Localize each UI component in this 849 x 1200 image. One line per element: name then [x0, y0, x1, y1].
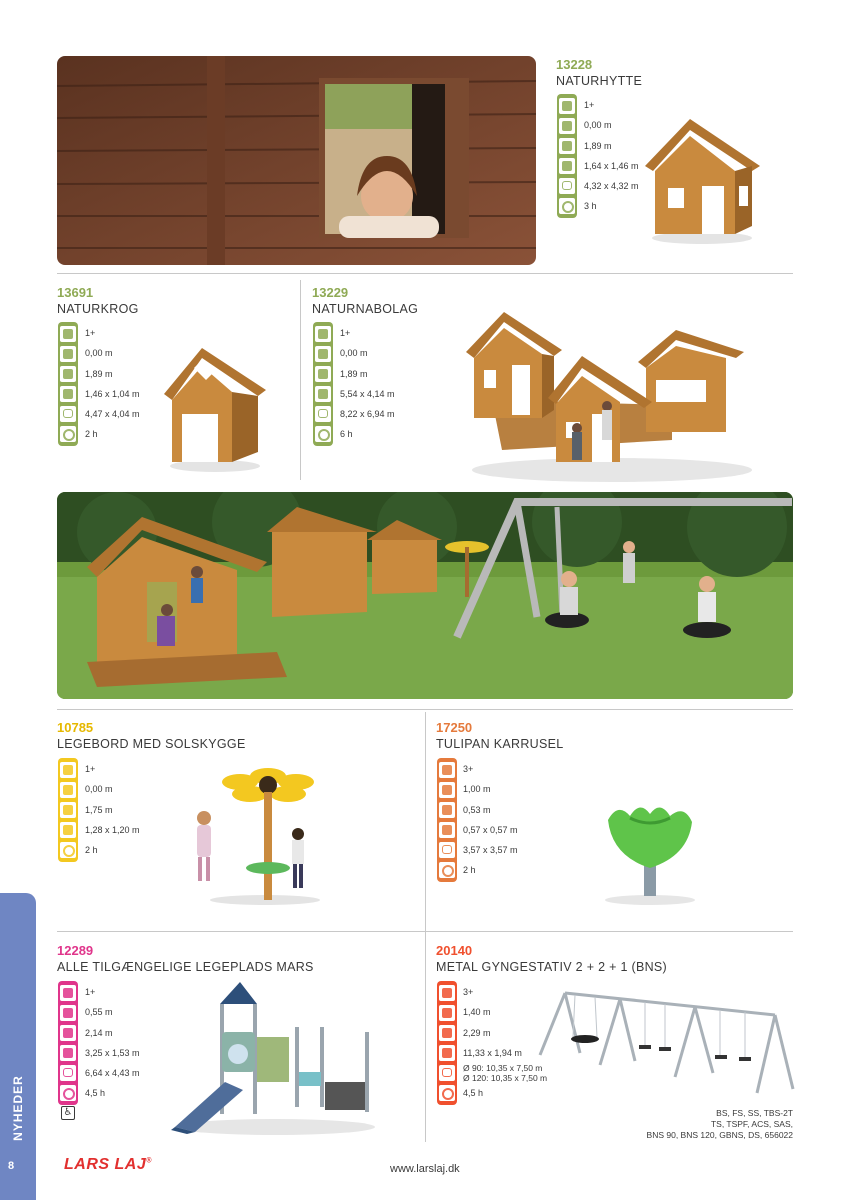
max-height-icon — [60, 802, 76, 818]
dimensions-icon — [60, 1045, 76, 1061]
product-code: 12289 — [57, 943, 94, 958]
logo-text: LARS LAJ — [64, 1156, 147, 1173]
fall-height-icon — [315, 346, 331, 362]
spec-age: 1+ — [340, 328, 351, 338]
spec-values — [584, 95, 639, 217]
fall-height-icon — [559, 118, 575, 134]
spec-fall-height: 0,00 m — [340, 348, 368, 359]
spec-fall-height: 0,00 m — [584, 120, 612, 131]
website-link[interactable]: www.larslaj.dk — [390, 1163, 460, 1175]
product-code: 20140 — [436, 943, 473, 958]
safety-area-icon — [439, 842, 455, 858]
spec-age: 1+ — [584, 100, 595, 110]
spec-fall-height: 1,00 m — [463, 784, 491, 795]
spec-safety-area-120: Ø 120: 10,35 x 7,50 m — [463, 1072, 548, 1083]
spec-dimensions: 5,54 x 4,14 m — [340, 388, 395, 399]
spec-age: 1+ — [85, 764, 96, 774]
dimensions-icon — [439, 822, 455, 838]
safety-area-icon — [439, 1065, 455, 1081]
photo-girl-in-hut-window — [57, 56, 536, 265]
max-height-icon — [60, 1025, 76, 1041]
age-icon — [439, 762, 455, 778]
spec-fall-height: 0,00 m — [85, 348, 113, 359]
product-image-naturnabolag — [462, 310, 752, 485]
spec-safety-area: 4,32 x 4,32 m — [584, 181, 639, 192]
install-time-icon — [315, 426, 331, 442]
dimensions-icon — [559, 158, 575, 174]
age-icon — [439, 985, 455, 1001]
product-code: 17250 — [436, 720, 473, 735]
product-name: NATURHYTTE — [556, 74, 643, 88]
spec-max-height: 1,89 m — [340, 368, 368, 379]
product-name: LEGEBORD MED SOLSKYGGE — [57, 737, 246, 751]
lars-laj-logo — [64, 1156, 152, 1174]
spec-safety-area: 8,22 x 6,94 m — [340, 409, 395, 420]
age-icon — [60, 762, 76, 778]
fall-height-icon — [60, 346, 76, 362]
spec-max-height: 1,89 m — [584, 140, 612, 151]
spec-values — [85, 982, 140, 1104]
dimensions-icon — [60, 386, 76, 402]
spec-dimensions: 3,25 x 1,53 m — [85, 1047, 140, 1058]
product-image-gyngestativ — [535, 985, 800, 1100]
certifications — [647, 1108, 793, 1141]
max-height-icon — [60, 366, 76, 382]
divider — [57, 273, 793, 274]
product-code: 13228 — [556, 57, 593, 72]
spec-install-time: 6 h — [340, 429, 353, 440]
spec-install-time: 2 h — [85, 429, 98, 440]
product-code: 13691 — [57, 285, 94, 300]
safety-area-icon — [60, 406, 76, 422]
fall-height-icon — [60, 1005, 76, 1021]
divider — [300, 280, 301, 480]
spec-max-height: 1,75 m — [85, 804, 113, 815]
fall-height-icon — [60, 782, 76, 798]
spec-values — [85, 323, 140, 445]
photo-playground-scene — [57, 492, 793, 699]
spec-fall-height: 0,55 m — [85, 1007, 113, 1018]
wheelchair-accessible-icon: ♿ — [61, 1106, 75, 1120]
spec-safety-area-90: Ø 90: 10,35 x 7,50 m — [463, 1063, 543, 1074]
spec-age: 3+ — [463, 764, 474, 774]
product-name: NATURKROG — [57, 302, 139, 316]
product-image-legeplads-mars — [165, 982, 380, 1137]
spec-age: 1+ — [85, 987, 96, 997]
install-time-icon — [559, 198, 575, 214]
spec-fall-height: 1,40 m — [463, 1007, 491, 1018]
age-icon — [60, 985, 76, 1001]
spec-dimensions: 1,64 x 1,46 m — [584, 160, 639, 171]
section-label: NYHEDER — [11, 1075, 25, 1141]
age-icon — [559, 98, 575, 114]
spec-values — [340, 323, 395, 445]
spec-icon-column — [58, 981, 78, 1105]
spec-icon-column — [58, 758, 78, 862]
spec-safety-area: 3,57 x 3,57 m — [463, 845, 518, 856]
spec-values — [463, 759, 518, 881]
dimensions-icon — [315, 386, 331, 402]
safety-area-icon — [60, 1065, 76, 1081]
divider — [57, 931, 793, 932]
spec-icon-column — [58, 322, 78, 446]
divider — [425, 712, 426, 1142]
spec-install-time: 4,5 h — [85, 1088, 106, 1099]
product-name: METAL GYNGESTATIV 2 + 2 + 1 (BNS) — [436, 960, 668, 974]
install-time-icon — [439, 862, 455, 878]
cert-line: BS, FS, SS, TBS-2T — [716, 1108, 793, 1118]
install-time-icon — [60, 842, 76, 858]
product-image-tulipan-karrusel — [590, 800, 710, 910]
spec-age: 1+ — [85, 328, 96, 338]
max-height-icon — [315, 366, 331, 382]
spec-dimensions: 11,33 x 1,94 m — [463, 1047, 522, 1058]
spec-age: 3+ — [463, 987, 474, 997]
install-time-icon — [60, 426, 76, 442]
cert-line: BNS 90, BNS 120, GBNS, DS, 656022 — [646, 1130, 793, 1140]
fall-height-icon — [439, 782, 455, 798]
product-name: ALLE TILGÆNGELIGE LEGEPLADS MARS — [57, 960, 314, 974]
spec-values — [85, 759, 140, 860]
divider — [57, 709, 793, 710]
spec-icon-column — [437, 981, 457, 1105]
product-image-naturkrog — [160, 344, 270, 474]
spec-dimensions: 1,28 x 1,20 m — [85, 824, 140, 835]
product-name: NATURNABOLAG — [312, 302, 419, 316]
max-height-icon — [439, 1025, 455, 1041]
install-time-icon — [439, 1085, 455, 1101]
product-image-naturhytte — [640, 116, 765, 246]
spec-max-height: 2,29 m — [463, 1027, 491, 1038]
spec-dimensions: 1,46 x 1,04 m — [85, 388, 140, 399]
product-code: 10785 — [57, 720, 94, 735]
safety-area-icon — [559, 178, 575, 194]
dimensions-icon — [60, 822, 76, 838]
age-icon — [60, 326, 76, 342]
spec-install-time: 3 h — [584, 201, 597, 212]
spec-install-time: 2 h — [463, 865, 476, 876]
spec-icon-column — [313, 322, 333, 446]
spec-install-time: 4,5 h — [463, 1088, 484, 1099]
spec-install-time: 2 h — [85, 845, 98, 856]
spec-icon-column — [437, 758, 457, 882]
spec-max-height: 0,53 m — [463, 804, 491, 815]
max-height-icon — [559, 138, 575, 154]
fall-height-icon — [439, 1005, 455, 1021]
logo-mark: ® — [146, 1157, 152, 1165]
install-time-icon — [60, 1085, 76, 1101]
page-number: 8 — [8, 1160, 15, 1172]
max-height-icon — [439, 802, 455, 818]
dimensions-icon — [439, 1045, 455, 1061]
section-side-tab — [0, 893, 36, 1200]
spec-safety-area: 4,47 x 4,04 m — [85, 409, 140, 420]
spec-safety-area: 6,64 x 4,43 m — [85, 1068, 140, 1079]
spec-fall-height: 0,00 m — [85, 784, 113, 795]
spec-icon-column — [557, 94, 577, 218]
safety-area-icon — [315, 406, 331, 422]
spec-dimensions: 0,57 x 0,57 m — [463, 824, 518, 835]
product-name: TULIPAN KARRUSEL — [436, 737, 564, 751]
age-icon — [315, 326, 331, 342]
spec-max-height: 2,14 m — [85, 1027, 113, 1038]
spec-max-height: 1,89 m — [85, 368, 113, 379]
cert-line: TS, TSPF, ACS, SAS, — [710, 1119, 793, 1129]
product-image-legebord — [180, 768, 330, 908]
product-code: 13229 — [312, 285, 349, 300]
